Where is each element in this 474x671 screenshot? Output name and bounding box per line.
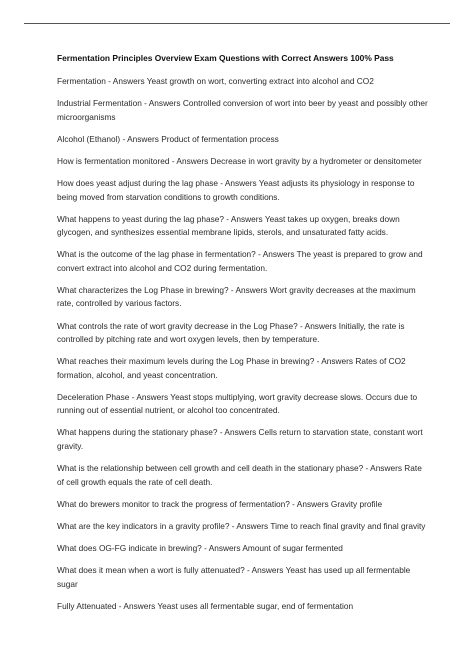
qa-entry: What does it mean when a wort is fully attenuated? - Answers Yeast has used up all fermentable sugar (57, 565, 411, 589)
qa-entry: What is the relationship between cell growth and cell death in the stationary phase? - Answers Rate of cell growth equals the rate of cell death. (57, 463, 422, 487)
qa-entry: Industrial Fermentation - Answers Controlled conversion of wort into beer by yeast and possibly other microorganisms (57, 98, 428, 122)
qa-entry: What does OG-FG indicate in brewing? - Answers Amount of sugar fermented (57, 543, 343, 554)
qa-entry: What reaches their maximum levels during the Log Phase in brewing? - Answers Rates of CO2 formation, alcohol, and yeast concentration. (57, 356, 406, 380)
qa-entry: What characterizes the Log Phase in brewing? - Answers Wort gravity decreases at the maximum rate, controlled by various factors. (57, 285, 416, 309)
qa-entry: What are the key indicators in a gravity profile? - Answers Time to reach final gravity and final gravity (57, 520, 426, 531)
qa-entry: Fully Attenuated - Answers Yeast uses all fermentable sugar, end of fermentation (57, 600, 354, 611)
header-rule (24, 23, 450, 24)
qa-entry: What happens to yeast during the lag phase? - Answers Yeast takes up oxygen, breaks down glycogen, and synthesizes essential membrane lipids, sterols, and unsaturated fatty acids. (57, 213, 400, 238)
qa-entry: What is the outcome of the lag phase in fermentation? - Answers The yeast is prepared to grow and convert extract into alcohol and CO2 during fermentation. (57, 249, 423, 273)
qa-list (57, 75, 429, 613)
qa-entry: What controls the rate of wort gravity decrease in the Log Phase? - Answers Initially, the rate is controlled by pitching rate and wort oxygen levels, then by temperature. (57, 320, 405, 345)
qa-entry: Fermentation - Answers Yeast growth on wort, converting extract into alcohol and CO2 (57, 76, 374, 86)
qa-entry: How is fermentation monitored - Answers Decrease in wort gravity by a hydrometer or densitometer (57, 156, 422, 167)
qa-entry: What do brewers monitor to track the progress of fermentation? - Answers Gravity profile (57, 498, 383, 509)
document-title: Fermentation Principles Overview Exam Questions with Correct Answers 100% Pass (57, 53, 394, 63)
qa-entry: Deceleration Phase - Answers Yeast stops multiplying, wort gravity decrease slows. Occurs due to running out of essential nutrient, or alcohol too concentrated. (57, 391, 418, 416)
qa-entry: How does yeast adjust during the lag phase - Answers Yeast adjusts its physiology in response to being moved from starvation conditions to growth conditions. (57, 178, 415, 202)
qa-entry: Alcohol (Ethanol) - Answers Product of fermentation process (57, 133, 279, 144)
qa-entry: What happens during the stationary phase? - Answers Cells return to starvation state, constant wort gravity. (57, 427, 423, 451)
document-body (57, 53, 429, 622)
